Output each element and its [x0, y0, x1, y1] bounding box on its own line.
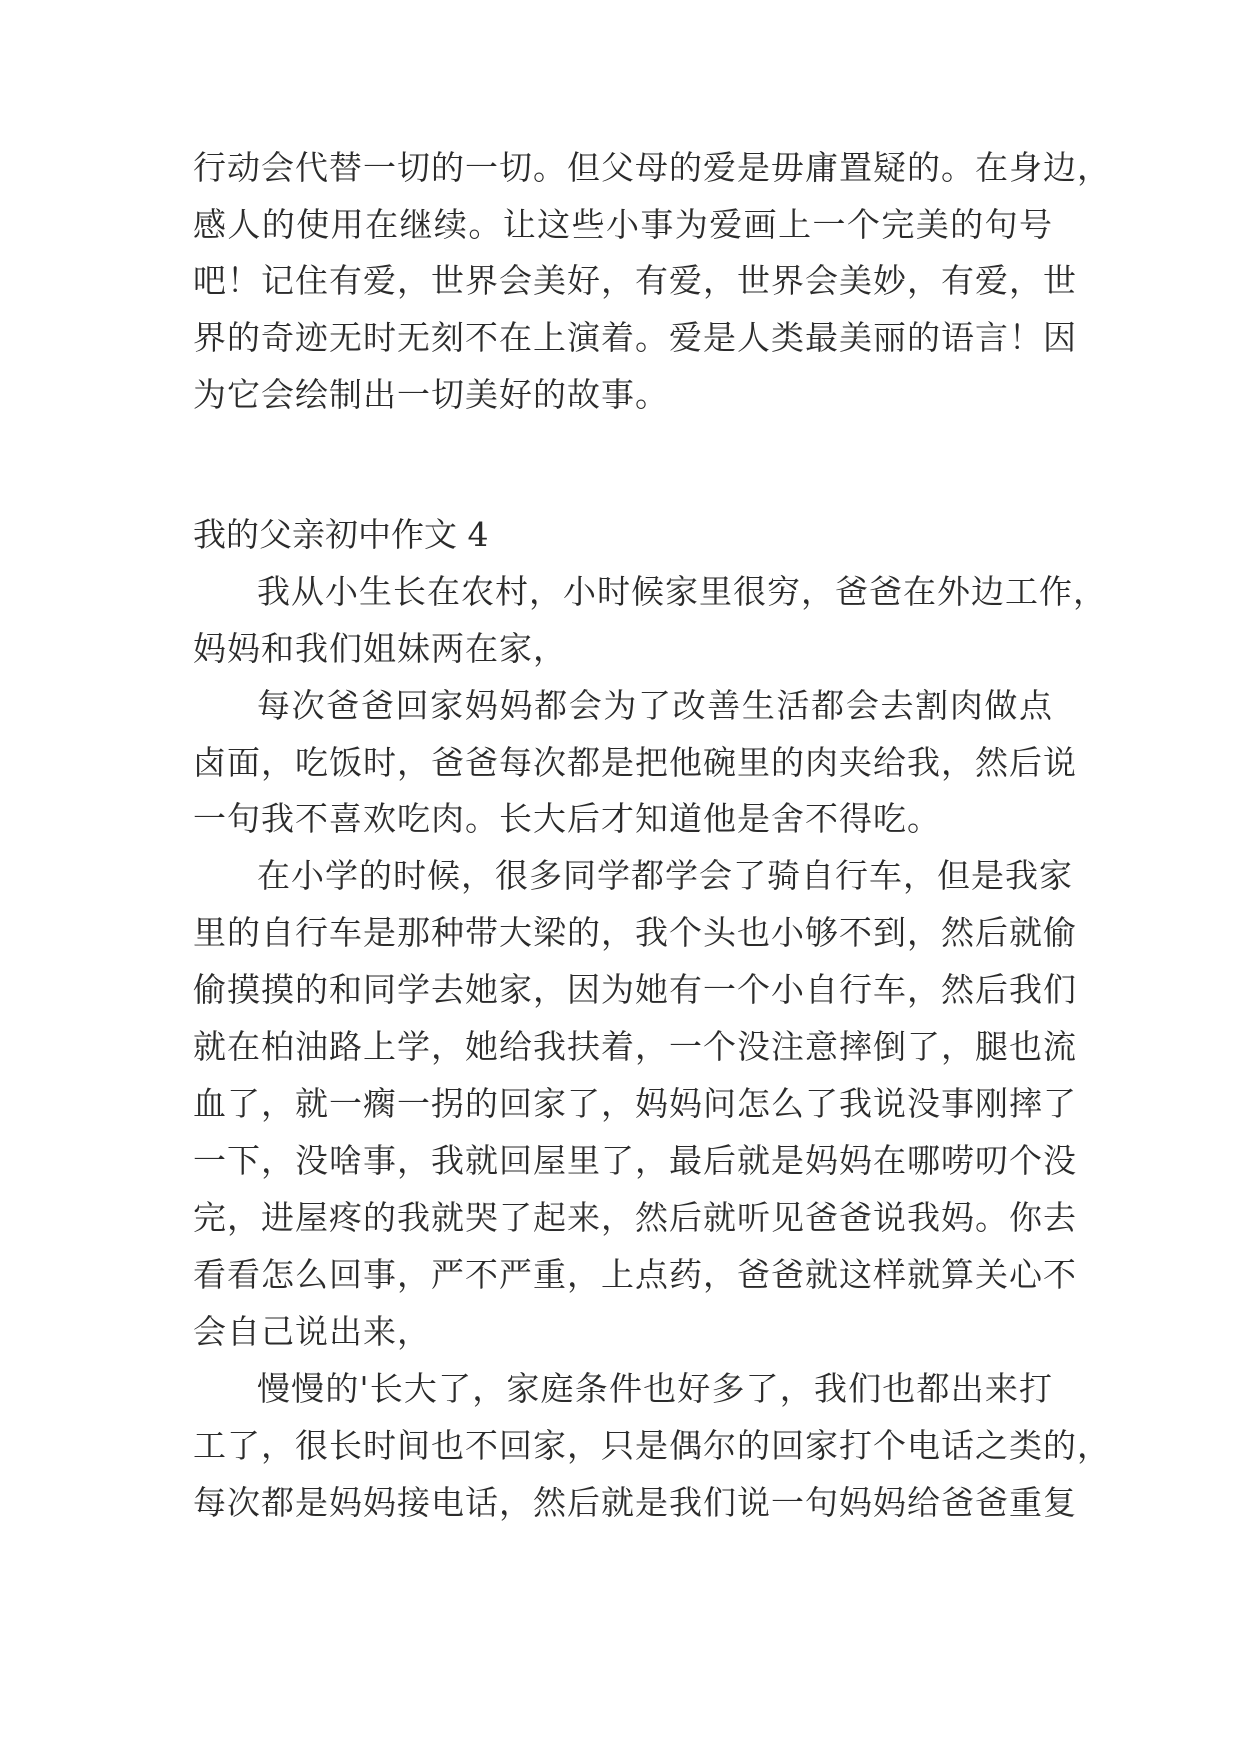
paragraph-line: 在小学的时候，很多同学都学会了骑自行车，但是我家 [257, 856, 1073, 895]
paragraph-line: 偷摸摸的和同学去她家，因为她有一个小自行车，然后我们 [193, 970, 1077, 1009]
paragraph-line: 吧！记住有爱，世界会美好，有爱，世界会美妙，有爱，世 [193, 261, 1077, 300]
paragraph-line: 行动会代替一切的一切。但父母的爱是毋庸置疑的。在身边， [193, 148, 1111, 187]
paragraph-line: 慢慢的'长大了，家庭条件也好多了，我们也都出来打 [257, 1369, 1053, 1408]
paragraph-line: 我从小生长在农村，小时候家里很穷，爸爸在外边工作， [257, 572, 1107, 611]
paragraph-line: 妈妈和我们姐妹两在家， [193, 629, 567, 668]
paragraph-line: 血了，就一瘸一拐的回家了，妈妈问怎么了我说没事刚摔了 [193, 1084, 1077, 1123]
essay-title: 我的父亲初中作文 4 [193, 515, 489, 554]
paragraph-line: 为它会绘制出一切美好的故事。 [193, 375, 669, 414]
paragraph-line: 完，进屋疼的我就哭了起来，然后就听见爸爸说我妈。你去 [193, 1198, 1077, 1237]
paragraph-line: 每次爸爸回家妈妈都会为了改善生活都会去割肉做点 [257, 686, 1053, 725]
paragraph-line: 每次都是妈妈接电话，然后就是我们说一句妈妈给爸爸重复 [193, 1483, 1077, 1522]
paragraph-line: 界的奇迹无时无刻不在上演着。爱是人类最美丽的语言！因 [193, 318, 1077, 357]
paragraph-line: 感人的使用在继续。让这些小事为爱画上一个完美的句号 [193, 205, 1053, 244]
paragraph-line: 就在柏油路上学，她给我扶着，一个没注意摔倒了，腿也流 [193, 1027, 1077, 1066]
paragraph-line: 一下，没啥事，我就回屋里了，最后就是妈妈在哪唠叨个没 [193, 1141, 1077, 1180]
paragraph-line: 会自己说出来， [193, 1312, 431, 1351]
paragraph-line: 卤面，吃饭时，爸爸每次都是把他碗里的肉夹给我，然后说 [193, 743, 1077, 782]
paragraph-line: 看看怎么回事，严不严重，上点药，爸爸就这样就算关心不 [193, 1255, 1077, 1294]
paragraph-line: 工了，很长时间也不回家，只是偶尔的回家打个电话之类的， [193, 1426, 1111, 1465]
paragraph-line: 一句我不喜欢吃肉。长大后才知道他是舍不得吃。 [193, 799, 941, 838]
paragraph-line: 里的自行车是那种带大梁的，我个头也小够不到，然后就偷 [193, 913, 1077, 952]
